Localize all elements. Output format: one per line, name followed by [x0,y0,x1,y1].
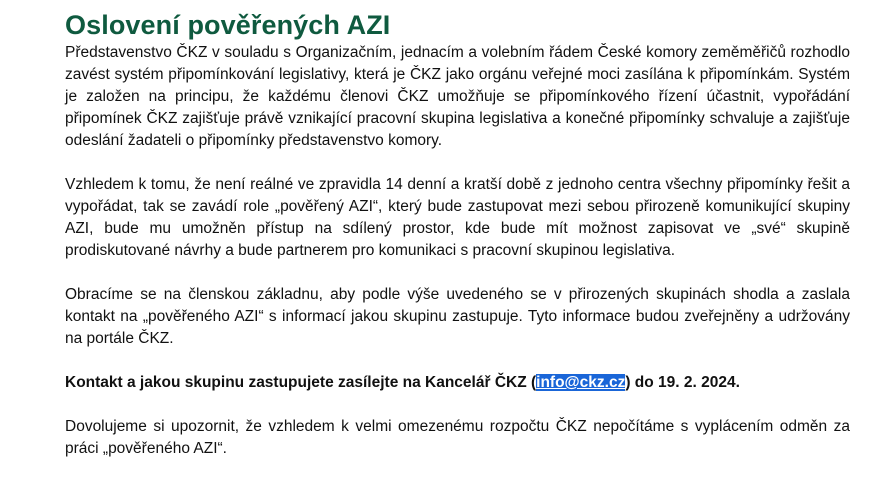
paragraph-role: Vzhledem k tomu, že není reálné ve zpravidla 14 denní a kratší době z jednoho centra všechny připomínky řešit a vypořádat, tak se zavádí role „pověřený AZI“, který bude zastupovat mezi sebou přirozeně komunikující skupiny AZI, bude mu umožněn přístup na sdílený prostor, kde bude mít možnost zapisovat ve „své“ skupině prodiskutované návrhy a bude partnerem pro komunikaci s pracovní skupinou legislativa. [65,176,850,259]
page-title: Oslovení pověřených AZI [65,10,391,40]
contact-text-after: ) do 19. 2. 2024. [625,374,740,391]
contact-text-before: Kontakt a jakou skupinu zastupujete zasílejte na Kancelář ČKZ ( [65,374,537,391]
email-link[interactable]: info@ckz.cz [536,374,626,391]
document [65,8,850,482]
paragraph-closing: Dovolujeme si upozornit, že vzhledem k velmi omezenému rozpočtu ČKZ nepočítáme s vyplácením odměn za práci „pověřeného AZI“. [65,418,850,457]
contact-paragraph [65,372,850,394]
paragraph-request: Obracíme se na členskou základnu, aby podle výše uvedeného se v přirozených skupinách shodla a zaslala kontakt na „pověřeného AZI“ s informací jakou skupinu zastupuje. Tyto informace budou zveřejněny a udržovány na portále ČKZ. [65,286,850,347]
paragraph-intro: Představenstvo ČKZ v souladu s Organizačním, jednacím a volebním řádem České komory zeměměřičů rozhodlo zavést systém připomínkování legislativy, která je ČKZ jako orgánu veřejné moci zasílána k připomínkám. Systém je založen na principu, že každému členovi ČKZ umožňuje se připomínkového řízení účastnit, vypořádání připomínek ČKZ zajišťuje právě vznikající pracovní skupina legislativa a konečné připomínky schvaluje a zajišťuje odeslání žadateli o připomínky představenstvo komory. [65,44,850,149]
